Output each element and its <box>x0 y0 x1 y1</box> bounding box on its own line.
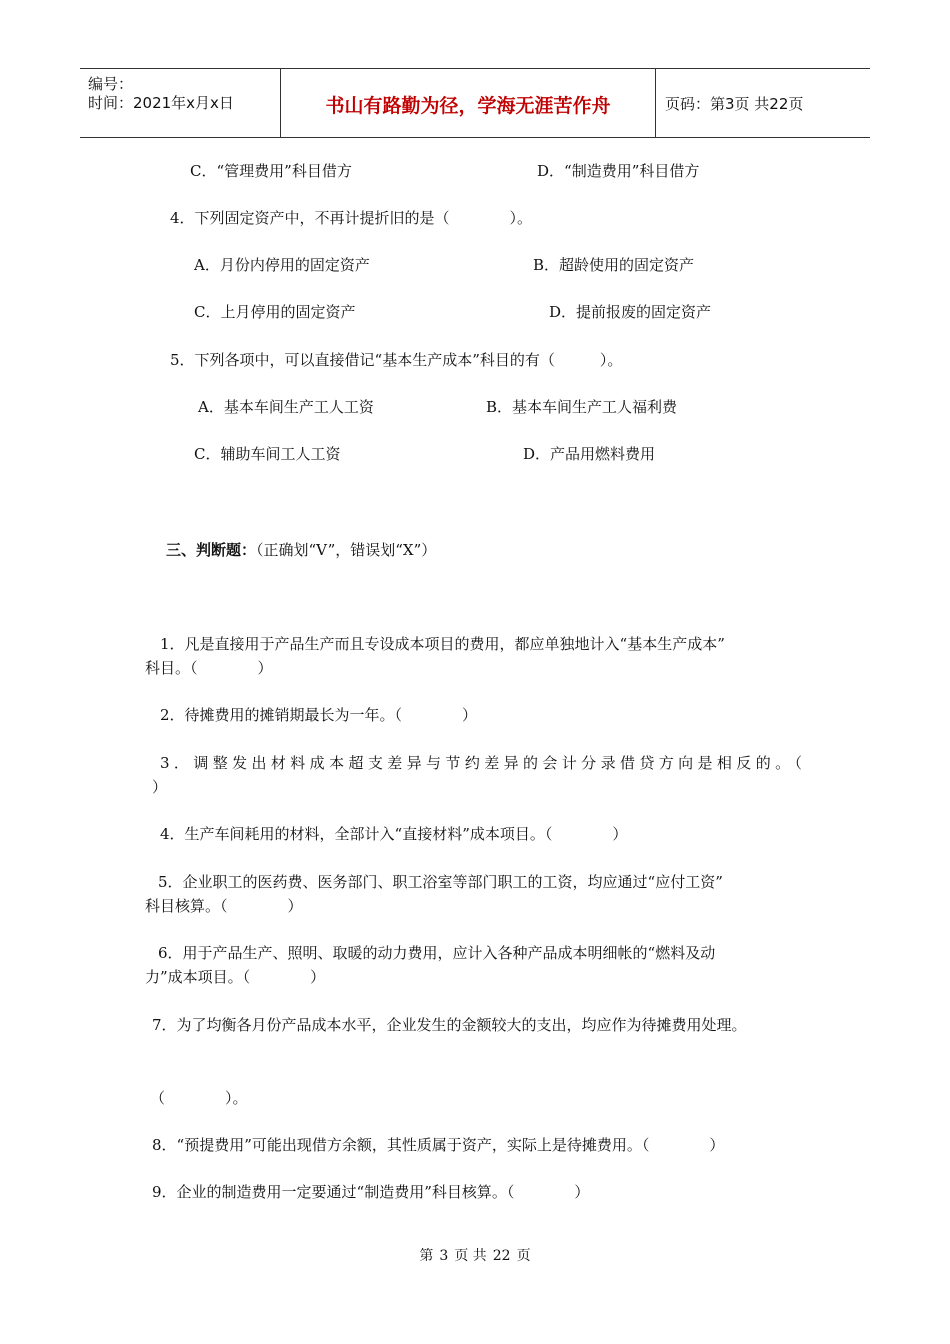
page-info-label: 页码：第3页 共22页 <box>665 95 804 113</box>
q4-stem: 4．下列固定资产中，不再计提折旧的是（ ）。 <box>170 209 533 227</box>
section3-heading <box>166 540 436 560</box>
q5-stem: 5．下列各项中，可以直接借记“基本生产成本”科目的有（ ）。 <box>170 351 623 369</box>
tf-item-4: 4．生产车间耗用的材料，全部计入“直接材料”成本项目。（ ） <box>160 825 628 843</box>
tf-item-8: 8．“预提费用”可能出现借方余额，其性质属于资产，实际上是待摊费用。（ ） <box>152 1136 725 1154</box>
tf-item-3-line2: ） <box>152 778 168 796</box>
footer-page-number: 3 <box>439 1248 449 1264</box>
header-page-cell <box>655 69 870 137</box>
tf-item-5-line1: 5．企业职工的医药费、医务部门、职工浴室等部门职工的工资，均应通过“应付工资” <box>158 873 723 891</box>
q3-option-c: C．“管理费用”科目借方 <box>190 162 352 180</box>
document-number-label: 编号： <box>88 75 134 93</box>
page-header <box>80 68 870 138</box>
footer-page-end: 页 <box>516 1248 531 1264</box>
section3-title: 三、判断题： <box>166 541 257 559</box>
tf-item-2: 2．待摊费用的摊销期最长为一年。（ ） <box>160 706 478 724</box>
q5-option-d: D．产品用燃料费用 <box>523 445 656 463</box>
tf-item-9: 9．企业的制造费用一定要通过“制造费用”科目核算。（ ） <box>152 1183 590 1201</box>
page-footer <box>0 1245 950 1265</box>
tf-item-7-line2: （ ）。 <box>150 1089 248 1107</box>
q4-option-b: B．超龄使用的固定资产 <box>533 256 695 274</box>
motto-text: 书山有路勤为径，学海无涯苦作舟 <box>325 95 611 117</box>
q3-option-d: D．“制造费用”科目借方 <box>537 162 700 180</box>
q4-option-c: C．上月停用的固定资产 <box>194 303 356 321</box>
section3-note: （正确划“V”，错误划“X”） <box>256 541 437 559</box>
document-time-label: 时间：2021年x月x日 <box>88 94 234 112</box>
tf-item-6-line2: 力”成本项目。（ ） <box>145 968 326 986</box>
tf-item-1-line2: 科目。（ ） <box>145 659 273 677</box>
header-motto-cell <box>280 69 656 137</box>
tf-item-7-line1: 7．为了均衡各月份产品成本水平，企业发生的金额较大的支出，均应作为待摊费用处理。 <box>152 1016 747 1034</box>
tf-item-3-line1: 3．调整发出材料成本超支差异与节约差异的会计分录借贷方向是相反的。（ <box>160 754 802 772</box>
q5-option-b: B．基本车间生产工人福利费 <box>486 398 678 416</box>
tf-item-6-line1: 6．用于产品生产、照明、取暖的动力费用，应计入各种产品成本明细帐的“燃料及动 <box>158 944 716 962</box>
footer-page-label: 第 <box>419 1248 434 1264</box>
q4-option-d: D．提前报废的固定资产 <box>549 303 712 321</box>
q5-option-c: C．辅助车间工人工资 <box>194 445 341 463</box>
tf-item-1-line1: 1．凡是直接用于产品生产而且专设成本项目的费用，都应单独地计入“基本生产成本” <box>160 635 725 653</box>
tf-item-5-line2: 科目核算。（ ） <box>145 897 303 915</box>
q5-option-a: A．基本车间生产工人工资 <box>198 398 374 416</box>
footer-page-mid: 页 共 <box>454 1248 487 1264</box>
header-meta-cell <box>80 69 280 137</box>
footer-total-pages: 22 <box>492 1248 511 1264</box>
q4-option-a: A．月份内停用的固定资产 <box>194 256 370 274</box>
